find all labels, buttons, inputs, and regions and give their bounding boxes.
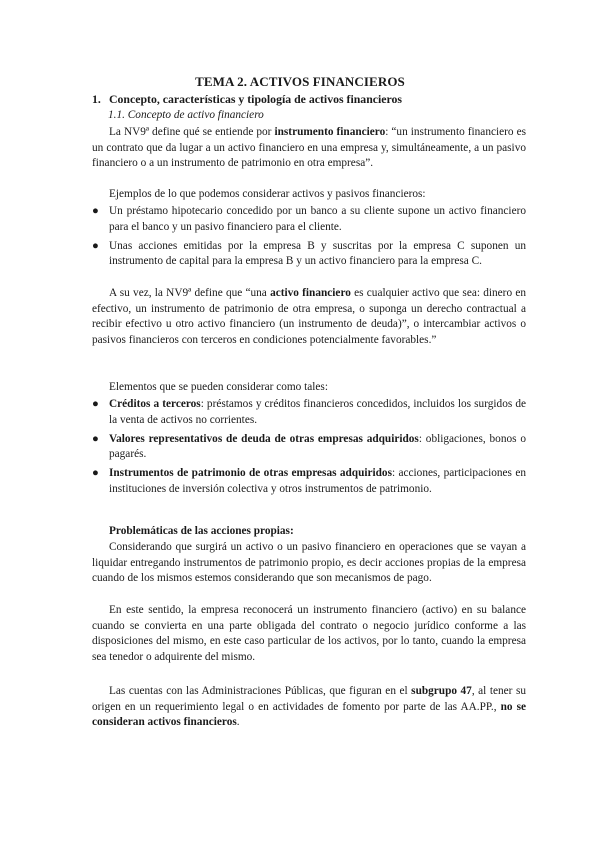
- list-item-text: Unas acciones emitidas por la empresa B y suscritas por la empresa C suponen un instrumento de capital para la empresa B y un activo financiero para la empresa C.: [109, 239, 526, 268]
- section-title: Concepto, características y tipología de activos financieros: [109, 92, 403, 106]
- list-item-text: : acciones, participaciones en instituciones de inversión colectiva y otros instrumentos de patrimonio.: [109, 467, 526, 495]
- list-item-text: : préstamos y créditos financieros concedidos, incluidos los surgidos de la venta de activos no corrientes.: [109, 398, 526, 426]
- text-span: Las cuentas con las Administraciones Públicas, que figuran en el: [109, 685, 412, 697]
- text-span: La NV9ª define qué se entiende por: [109, 126, 275, 138]
- list-item: [92, 397, 526, 428]
- bullet-icon: ●: [92, 239, 99, 252]
- bold-term: Créditos a terceros: [109, 398, 201, 410]
- subsection-heading: 1.1. Concepto de activo financiero: [108, 109, 264, 121]
- bold-term: activo financiero: [270, 287, 351, 299]
- examples-intro: Ejemplos de lo que podemos considerar activos y pasivos financieros:: [109, 188, 426, 200]
- text-span: , al tener su origen en un requerimiento legal o en actividades de fomento por parte de las AA.PP.,: [92, 685, 526, 713]
- list-item: [92, 239, 526, 270]
- paragraph-public-administrations: [92, 684, 526, 731]
- elements-list: [92, 397, 526, 501]
- list-item-text: Un préstamo hipotecario concedido por un banco a su cliente supone un activo financiero para el banco y un pasivo financiero para el cliente.: [109, 205, 526, 233]
- bullet-icon: ●: [92, 432, 99, 445]
- text-span: .: [236, 716, 240, 729]
- list-item-text: : obligaciones, bonos o pagarés.: [109, 432, 526, 461]
- examples-list: [92, 204, 526, 273]
- paragraph-recognition: En este sentido, la empresa reconocerá un instrumento financiero (activo) en su balance cuando se convierta en una parte obligada del contrato o negocio jurídico conforme a las disposiciones del mismo, en este caso particular de los activos, por lo tanto, cuando la empresa sea tenedor o adquirente del mismo.: [92, 604, 526, 663]
- bold-term: instrumento financiero: [274, 126, 386, 138]
- bullet-icon: ●: [92, 398, 99, 410]
- paragraph-own-shares: Considerando que surgirá un activo o un pasivo financiero en operaciones que se vayan a liquidar entregando instrumentos de patrimonio propio, es decir acciones propias de la empresa cuando de los mismos estemos considerando que son mecanismos de pago.: [92, 541, 526, 585]
- paragraph-definition-instrument: [92, 125, 526, 172]
- bold-term: no se consideran activos financieros: [92, 700, 526, 729]
- elements-intro: Elementos que se pueden considerar como tales:: [109, 381, 328, 393]
- list-item: [92, 466, 526, 497]
- text-span: A su vez, la NV9ª define que “una: [109, 287, 271, 299]
- bold-term: subgrupo 47: [411, 685, 472, 697]
- bullet-icon: ●: [92, 205, 99, 217]
- paragraph-definition-asset: [92, 286, 526, 348]
- list-item: [92, 204, 526, 235]
- bullet-icon: ●: [92, 467, 99, 480]
- bold-term: Valores representativos de deuda de otras empresas adquiridos: [109, 432, 419, 445]
- section-heading: [92, 92, 402, 108]
- list-item: [92, 432, 526, 463]
- text-span: : “un instrumento financiero es un contrato que da lugar a un activo financiero en una empresa y, simultáneamente, a un pasivo financiero o a un instrumento de patrimonio en otra empresa”.: [92, 126, 526, 170]
- text-span: es cualquier activo que sea: dinero en efectivo, un instrumento de patrimonio de otra empresa, o suponga un derecho contractual a recibir efectivo u otro activo financiero (un instrumento de deuda)”, o intercambiar activos o pasivos financieros con terceros en condiciones potencialmente favorables.”: [92, 287, 526, 346]
- bold-term: Instrumentos de patrimonio de otras empresas adquiridos: [109, 467, 392, 480]
- problems-heading: Problemáticas de las acciones propias:: [109, 525, 294, 537]
- document-title: TEMA 2. ACTIVOS FINANCIEROS: [195, 74, 405, 89]
- section-number: 1.: [92, 92, 101, 106]
